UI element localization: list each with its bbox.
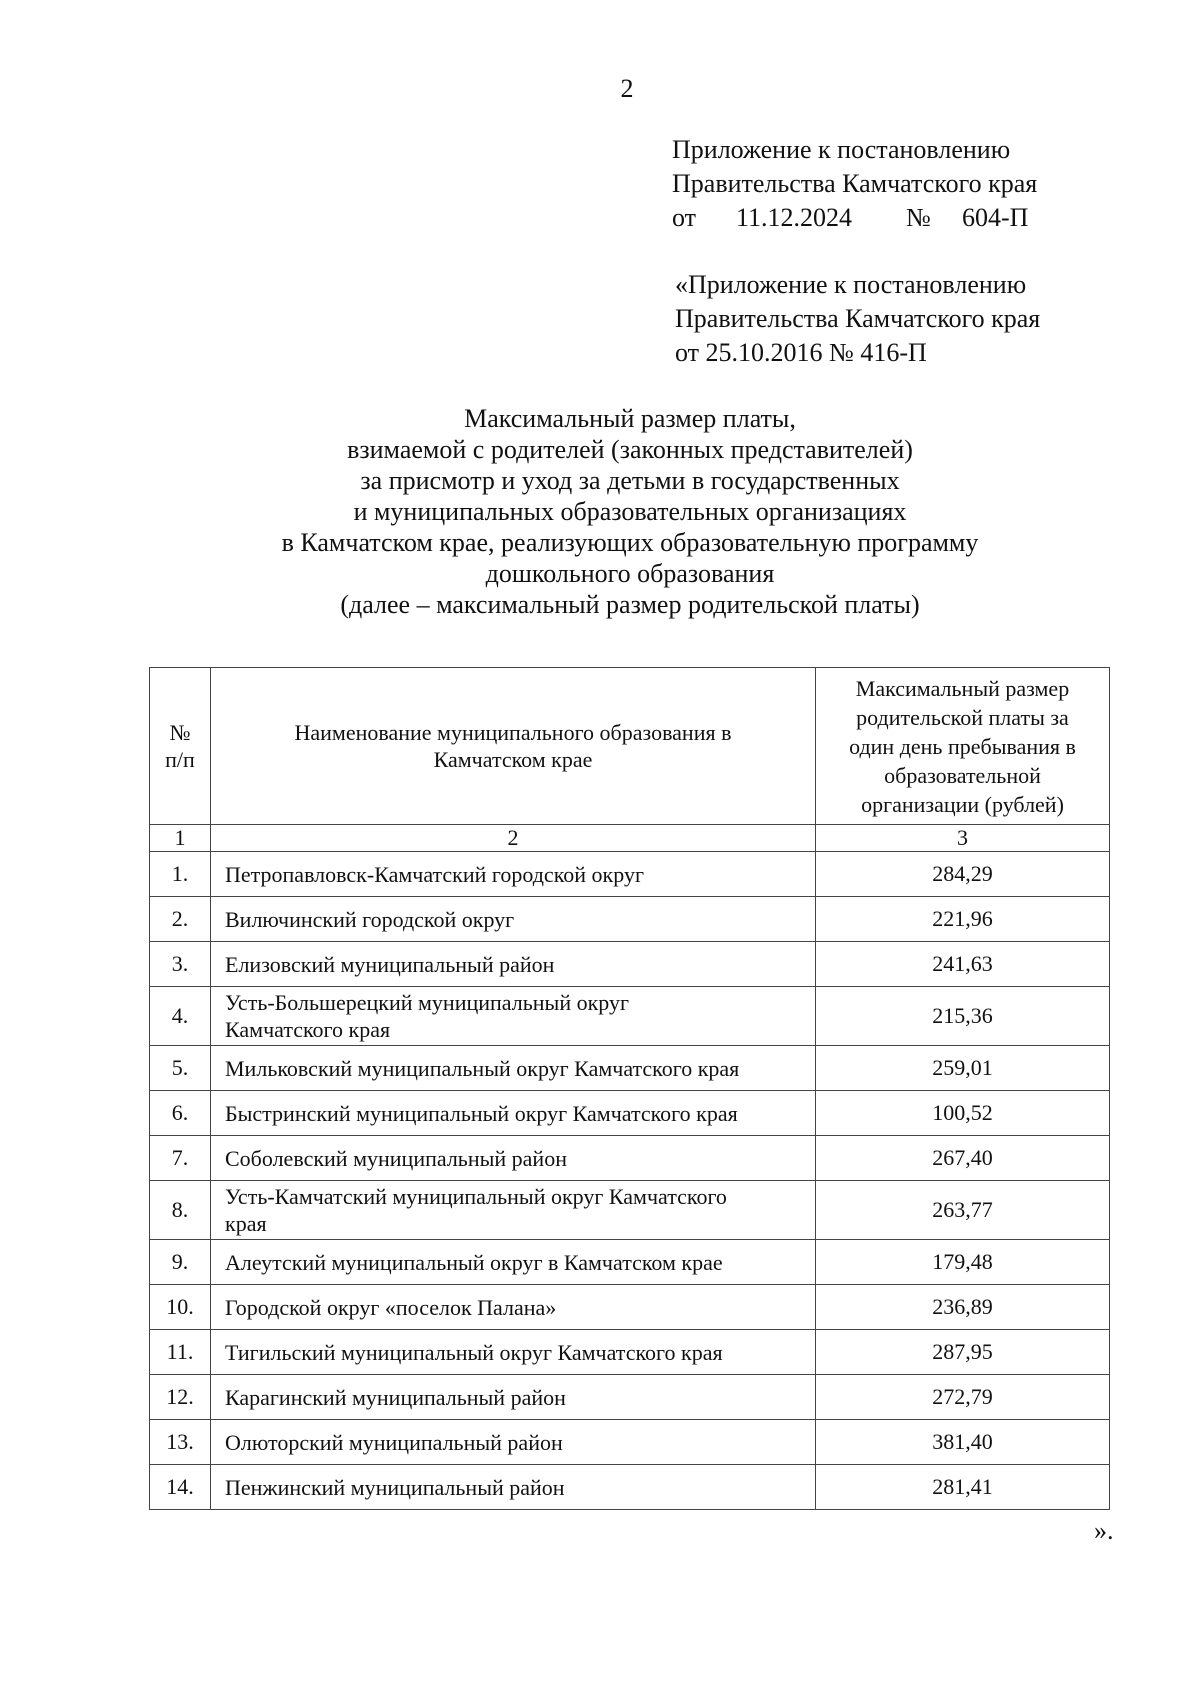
row-number: 14. [150, 1465, 211, 1510]
municipality-name-line2: Камчатского края [225, 1017, 391, 1042]
municipality-name [211, 942, 816, 987]
row-number: 5. [150, 1046, 211, 1091]
municipality-name [211, 1285, 816, 1330]
municipality-name [211, 852, 816, 897]
municipality-name [211, 987, 816, 1046]
number-sign: № [906, 203, 931, 232]
header-name-line1: Наименование муниципального образования в [294, 720, 732, 745]
municipality-name-line: Карагинский муниципальный район [225, 1384, 566, 1410]
municipality-name-line: Алеутский муниципальный округ в Камчатском крае [225, 1249, 723, 1275]
municipality-name-line: Елизовский муниципальный район [225, 951, 555, 977]
municipality-name-line: Олюторский муниципальный район [225, 1429, 563, 1455]
column-index-row [150, 825, 1110, 852]
table-row [150, 1181, 1110, 1240]
municipality-name [211, 1136, 816, 1181]
appendix-current [672, 133, 1037, 235]
municipality-name-line: Пенжинский муниципальный район [225, 1474, 565, 1500]
fee-value: 100,52 [816, 1091, 1110, 1136]
table-row [150, 1046, 1110, 1091]
title-line: за присмотр и уход за детьми в государственных [360, 466, 900, 495]
fee-value: 241,63 [816, 942, 1110, 987]
municipality-name [211, 1330, 816, 1375]
header-fee-line4: образовательной [884, 763, 1041, 788]
appendix-current-line1: Приложение к постановлению [672, 135, 1011, 164]
row-number: 1. [150, 852, 211, 897]
appendix-original [675, 268, 1040, 370]
title-line: взимаемой с родителей (законных представителей) [347, 435, 913, 464]
row-number: 6. [150, 1091, 211, 1136]
table-row [150, 1330, 1110, 1375]
municipality-name [211, 897, 816, 942]
appendix-original-line1: «Приложение к постановлению [675, 270, 1027, 299]
header-fee-line2: родительской платы за [856, 705, 1069, 730]
municipality-name-line: Тигильский муниципальный округ Камчатского края [225, 1339, 723, 1365]
municipality-name-line2: края [225, 1211, 267, 1236]
table-row [150, 852, 1110, 897]
appendix-current-line2: Правительства Камчатского края [672, 169, 1038, 198]
municipality-name [211, 1091, 816, 1136]
title-line: (далее – максимальный размер родительской платы) [340, 590, 920, 619]
row-number: 8. [150, 1181, 211, 1240]
date-prefix: от [672, 203, 697, 232]
header-num-line1: № [169, 720, 191, 745]
municipality-name-line: Вилючинский городской округ [225, 906, 515, 932]
appendix-current-date-row [672, 201, 1037, 235]
row-number: 12. [150, 1375, 211, 1420]
municipality-name [211, 1420, 816, 1465]
title-line: и муниципальных образовательных организациях [353, 497, 907, 526]
fee-value: 215,36 [816, 987, 1110, 1046]
municipality-name [211, 1240, 816, 1285]
header-fee-line5: организации (рублей) [861, 792, 1064, 817]
municipality-name [211, 1181, 816, 1240]
column-index: 3 [816, 825, 1110, 852]
fee-value: 267,40 [816, 1136, 1110, 1181]
table-row [150, 987, 1110, 1046]
row-number: 9. [150, 1240, 211, 1285]
table-row [150, 1465, 1110, 1510]
table-row [150, 1136, 1110, 1181]
fee-value: 221,96 [816, 897, 1110, 942]
document-title [0, 403, 1200, 620]
fee-value: 381,40 [816, 1420, 1110, 1465]
table-row [150, 897, 1110, 942]
header-name-line2: Камчатском крае [433, 747, 593, 772]
column-index: 2 [211, 825, 816, 852]
municipality-name-line: Усть-Камчатский муниципальный округ Камчатского [225, 1184, 727, 1209]
fee-value: 236,89 [816, 1285, 1110, 1330]
table-row [150, 942, 1110, 987]
row-number: 10. [150, 1285, 211, 1330]
closing-quote-mark: ». [1094, 1516, 1114, 1545]
fee-value: 272,79 [816, 1375, 1110, 1420]
fee-value: 259,01 [816, 1046, 1110, 1091]
fee-table [149, 667, 1110, 1510]
municipality-name [211, 1046, 816, 1091]
table-header-row [150, 668, 1110, 825]
page-number: 2 [620, 74, 634, 103]
header-fee-line1: Максимальный размер [855, 676, 1070, 701]
municipality-name-line: Соболевский муниципальный район [225, 1145, 567, 1171]
fee-value: 287,95 [816, 1330, 1110, 1375]
header-num [150, 668, 211, 825]
header-num-line2: п/п [165, 747, 195, 772]
municipality-name-line: Усть-Большерецкий муниципальный округ [225, 990, 630, 1015]
column-index: 1 [150, 825, 211, 852]
appendix-original-line3: от 25.10.2016 № 416-П [675, 338, 927, 367]
fee-value: 281,41 [816, 1465, 1110, 1510]
fee-value: 284,29 [816, 852, 1110, 897]
appendix-original-line2: Правительства Камчатского края [675, 304, 1041, 333]
header-fee-line3: один день пребывания в [849, 734, 1076, 759]
row-number: 13. [150, 1420, 211, 1465]
municipality-name-line: Быстринский муниципальный округ Камчатского края [225, 1100, 738, 1126]
table-row [150, 1375, 1110, 1420]
table-row [150, 1240, 1110, 1285]
fee-value: 179,48 [816, 1240, 1110, 1285]
table-row [150, 1420, 1110, 1465]
row-number: 2. [150, 897, 211, 942]
municipality-name-line: Петропавловск-Камчатский городской округ [225, 861, 644, 887]
resolution-number: 604-П [962, 203, 1029, 232]
table-row [150, 1091, 1110, 1136]
row-number: 4. [150, 987, 211, 1046]
municipality-name [211, 1465, 816, 1510]
row-number: 7. [150, 1136, 211, 1181]
title-line: Максимальный размер платы, [464, 404, 796, 433]
municipality-name [211, 1375, 816, 1420]
header-fee [816, 668, 1110, 825]
row-number: 11. [150, 1330, 211, 1375]
title-line: в Камчатском крае, реализующих образовательную программу [281, 528, 979, 557]
municipality-name-line: Городской округ «поселок Палана» [225, 1294, 557, 1320]
fee-value: 263,77 [816, 1181, 1110, 1240]
title-line: дошкольного образования [485, 559, 775, 588]
resolution-date: 11.12.2024 [736, 203, 853, 232]
table-row [150, 1285, 1110, 1330]
row-number: 3. [150, 942, 211, 987]
municipality-name-line: Мильковский муниципальный округ Камчатского края [225, 1055, 740, 1081]
header-name [211, 668, 816, 825]
